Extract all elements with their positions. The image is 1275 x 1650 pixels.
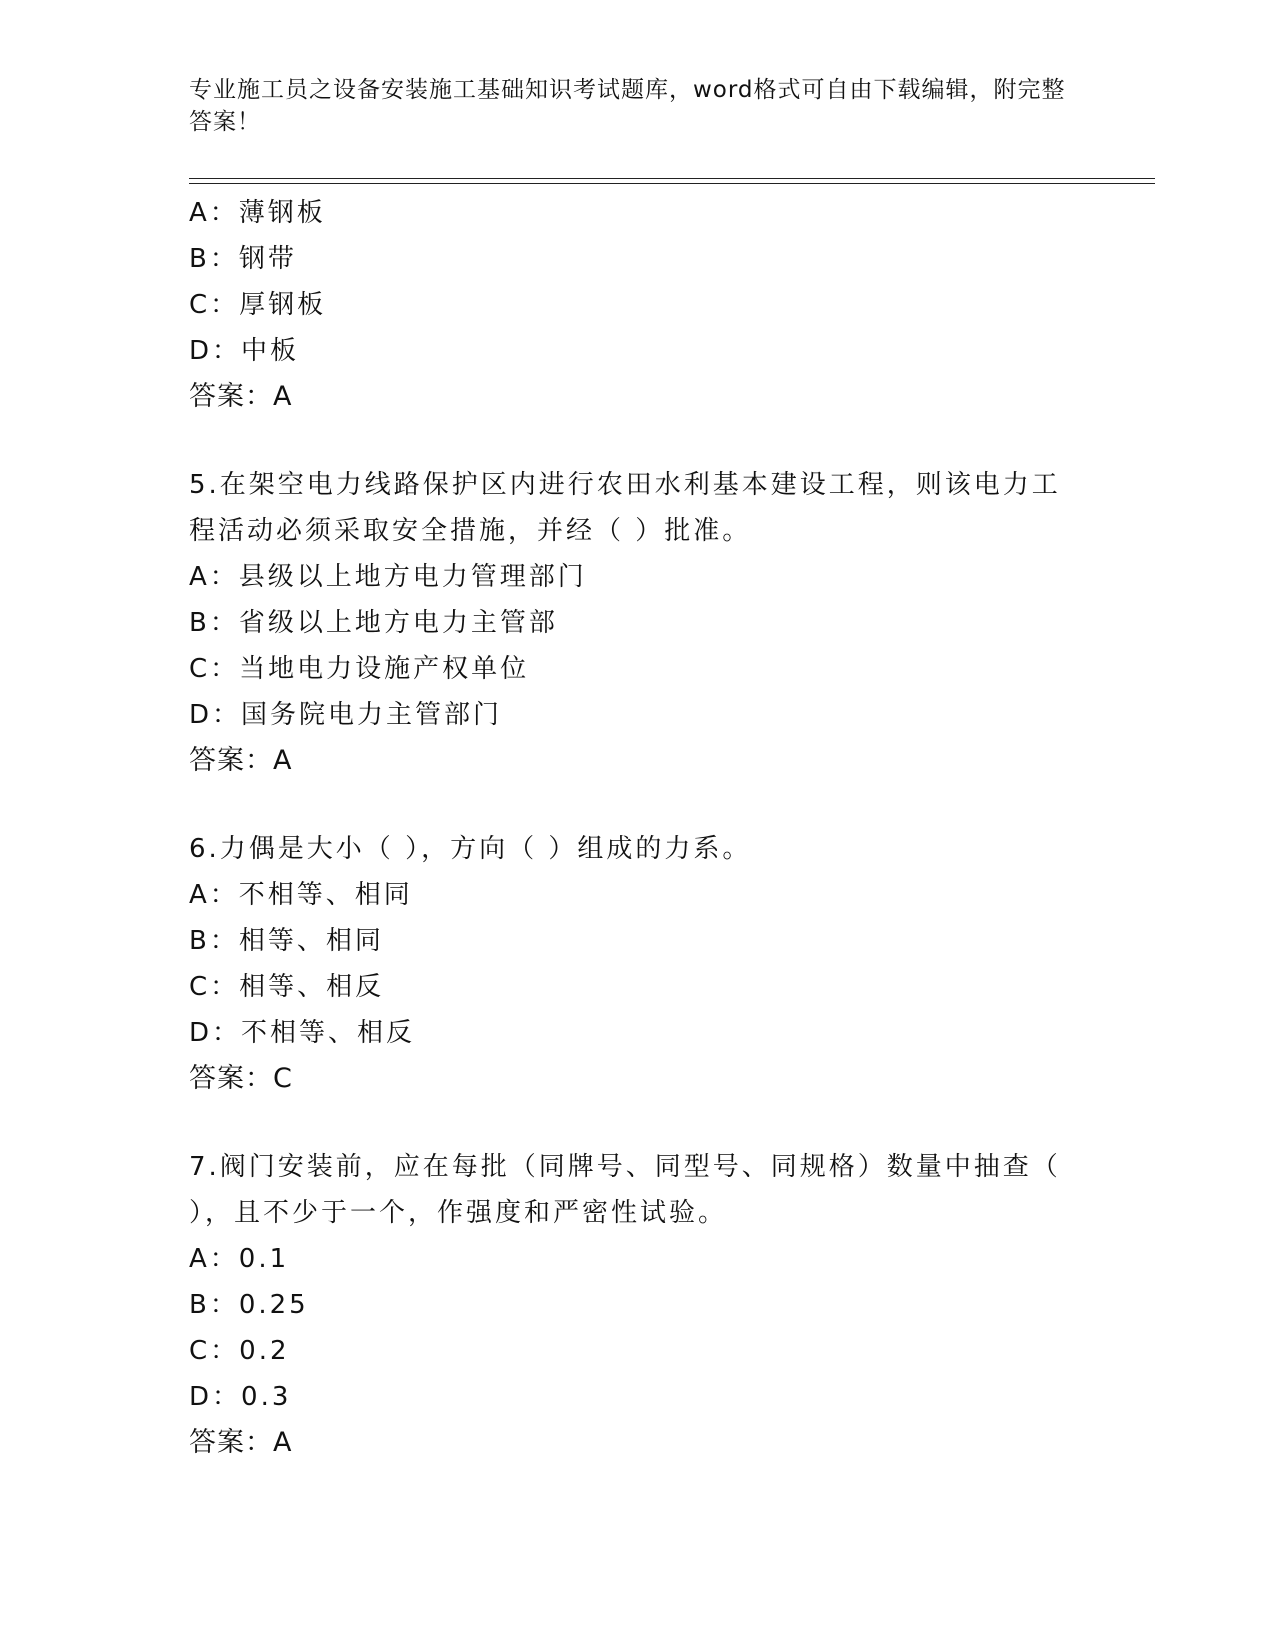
answer-line: 答案：C (189, 1063, 293, 1094)
header-divider-bottom (189, 183, 1155, 184)
question-text: 7.阀门安装前，应在每批（同牌号、同型号、同规格）数量中抽查（ ），且不少于一个，作强度和严密性试验。 (189, 1152, 1061, 1228)
question-block-7 (189, 1144, 1089, 1466)
option-a: A：薄钢板 (189, 198, 326, 228)
question-block-5 (189, 462, 1089, 784)
option-c: C：相等、相反 (189, 972, 385, 1002)
block-spacer (189, 784, 1089, 826)
option-b: B：钢带 (189, 244, 297, 274)
question-text: 6.力偶是大小（ ），方向（ ）组成的力系。 (189, 834, 752, 864)
option-b: B：省级以上地方电力主管部 (189, 608, 558, 638)
header-divider-top (189, 178, 1155, 179)
block-spacer (189, 420, 1089, 462)
answer-line: 答案：A (189, 1427, 293, 1458)
block-spacer (189, 1102, 1089, 1144)
option-d: D：中板 (189, 336, 300, 366)
document-header-title: 专业施工员之设备安装施工基础知识考试题库，word格式可自由下载编辑，附完整答案！ (189, 77, 1066, 135)
option-c: C：0.2 (189, 1336, 290, 1366)
answer-line: 答案：A (189, 381, 293, 412)
option-c: C：厚钢板 (189, 290, 327, 320)
option-d: D：不相等、相反 (189, 1018, 416, 1048)
question-block-6 (189, 826, 1089, 1102)
option-d: D：0.3 (189, 1382, 292, 1412)
option-c: C：当地电力设施产权单位 (189, 654, 530, 684)
option-a: A：0.1 (189, 1244, 290, 1274)
answer-line: 答案：A (189, 745, 293, 776)
option-b: B：相等、相同 (189, 926, 384, 956)
option-a: A：不相等、相同 (189, 880, 413, 910)
question-list (189, 190, 1089, 1466)
option-d: D：国务院电力主管部门 (189, 700, 503, 730)
question-text: 5.在架空电力线路保护区内进行农田水利基本建设工程，则该电力工程活动必须采取安全措施，并经（ ）批准。 (189, 470, 1061, 546)
option-b: B：0.25 (189, 1290, 309, 1320)
option-a: A：县级以上地方电力管理部门 (189, 562, 587, 592)
question-block-4 (189, 190, 1089, 420)
